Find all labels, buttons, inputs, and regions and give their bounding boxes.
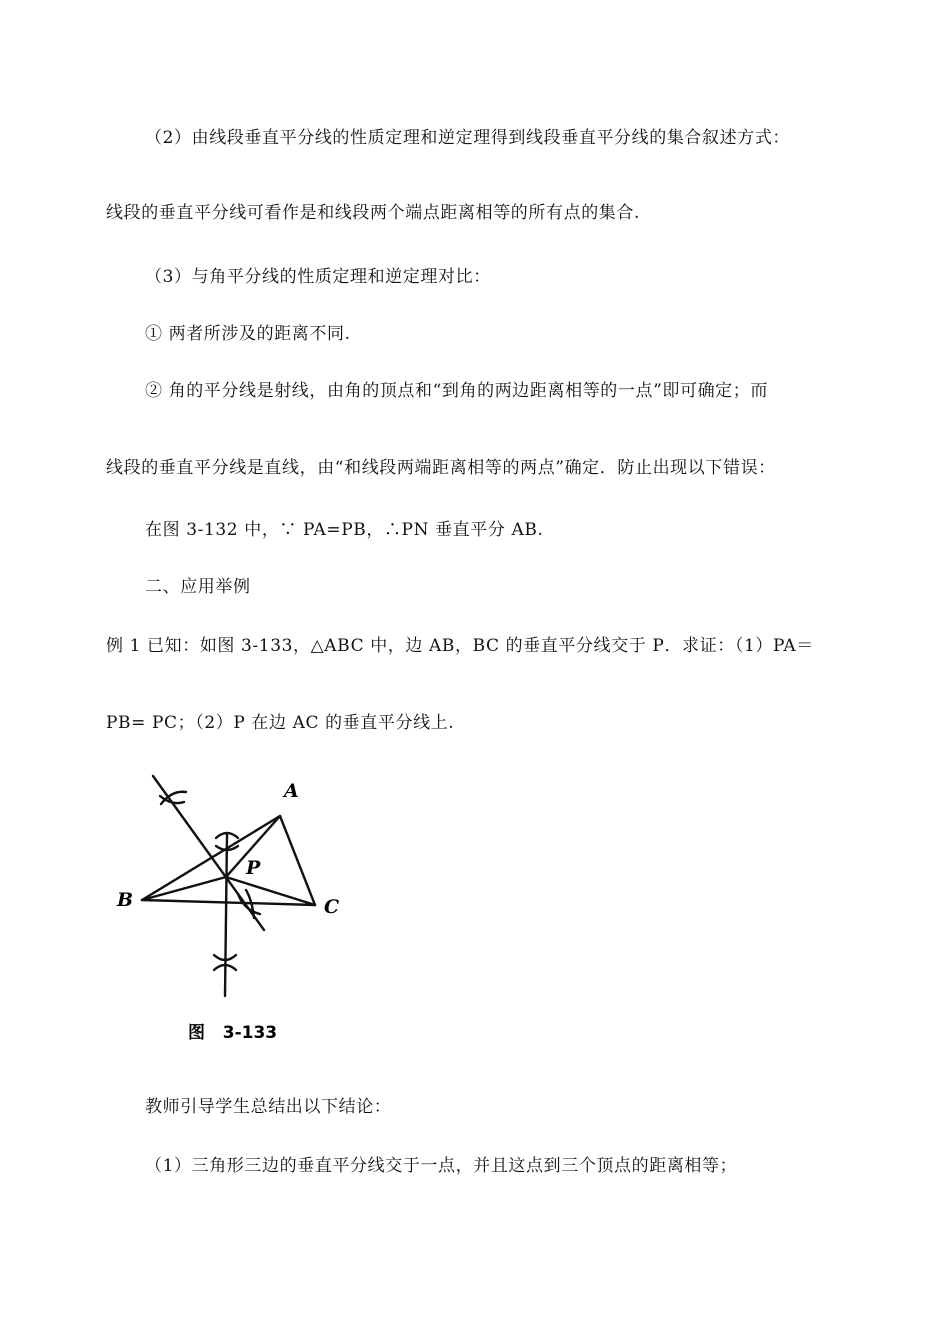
paragraph-4: ① 两者所涉及的距离不同. xyxy=(145,324,351,344)
paragraph-11: 教师引导学生总结出以下结论： xyxy=(145,1097,392,1117)
paragraph-6: 线段的垂直平分线是直线，由“和线段两端距离相等的两点”确定．防止出现以下错误： xyxy=(106,458,776,478)
paragraph-2: 线段的垂直平分线可看作是和线段两个端点距离相等的所有点的集合. xyxy=(106,203,641,223)
paragraph-3: （3）与角平分线的性质定理和逆定理对比： xyxy=(145,267,491,287)
paragraph-10: PB= PC；（2）P 在边 AC 的垂直平分线上. xyxy=(106,713,455,733)
section-heading: 二、应用举例 xyxy=(145,577,251,597)
point-label-a: A xyxy=(284,780,299,802)
perp-bisector-bc xyxy=(225,835,227,996)
paragraph-9: 例 1 已知：如图 3-133，△ABC 中，边 AB，BC 的垂直平分线交于 P．求证：（1）PA＝ xyxy=(106,636,814,656)
point-label-c: C xyxy=(324,896,340,918)
point-label-p: P xyxy=(246,857,261,879)
point-label-b: B xyxy=(117,889,134,911)
segment-bc xyxy=(142,900,315,905)
segment-ac xyxy=(280,816,315,905)
paragraph-1: （2）由线段垂直平分线的性质定理和逆定理得到线段垂直平分线的集合叙述方式： xyxy=(145,128,791,148)
paragraph-12: （1）三角形三边的垂直平分线交于一点，并且这点到三个顶点的距离相等； xyxy=(145,1156,738,1176)
geometry-figure xyxy=(112,770,352,1050)
paragraph-5: ② 角的平分线是射线，由角的顶点和“到角的两边距离相等的一点”即可确定；而 xyxy=(145,381,768,401)
figure-caption: 图 3-133 xyxy=(188,1023,278,1043)
paragraph-7: 在图 3-132 中，∵ PA=PB，∴PN 垂直平分 AB. xyxy=(145,520,544,540)
segment-pb xyxy=(142,877,226,900)
triangle-diagram xyxy=(112,770,352,1050)
segment-pc xyxy=(226,877,315,905)
